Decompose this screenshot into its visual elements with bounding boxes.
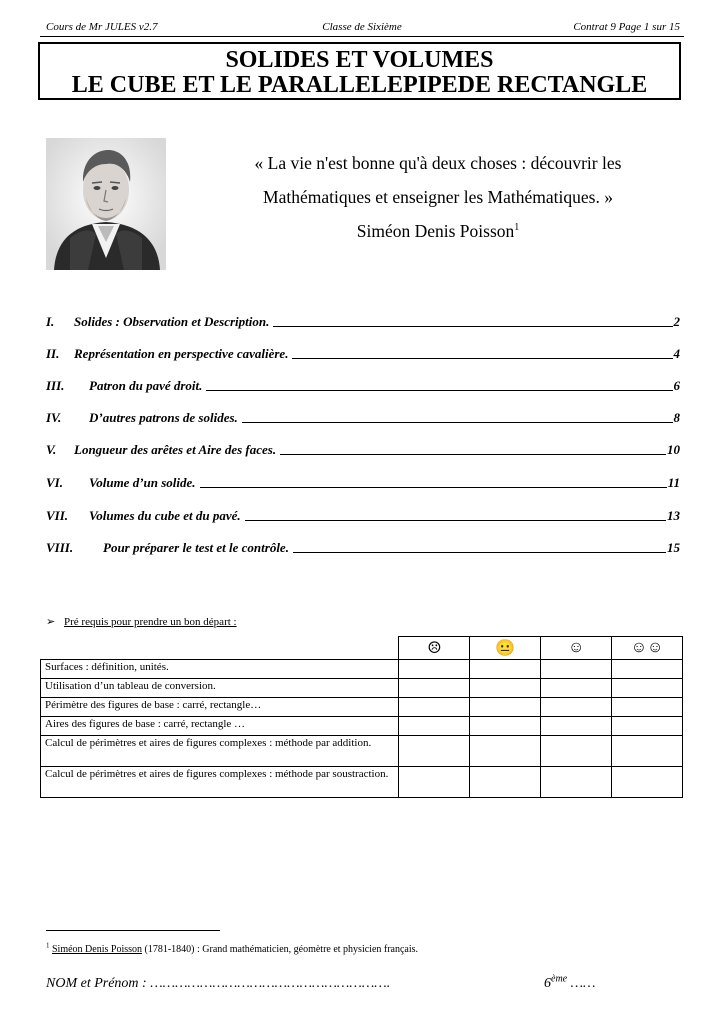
skill-label: Périmètre des figures de base : carré, rectangle… [41, 698, 399, 717]
skill-label: Calcul de périmètres et aires de figures complexes : méthode par soustraction. [41, 767, 399, 798]
rating-cell[interactable] [399, 736, 470, 767]
quote-line-2: Mathématiques et enseigner les Mathématiques. » [263, 187, 613, 207]
toc-page: 8 [673, 410, 680, 425]
title-line-1: SOLIDES ET VOLUMES [225, 47, 494, 73]
table-row [41, 717, 683, 736]
toc-number: IV. [46, 410, 62, 425]
class-grade: 6 [544, 976, 551, 991]
toc-title: Volume d’un solide. [89, 475, 196, 490]
footnote [46, 941, 419, 955]
toc-leader [293, 552, 666, 553]
rating-cell[interactable] [612, 717, 683, 736]
toc-number: V. [46, 442, 57, 457]
rating-cell[interactable] [612, 698, 683, 717]
toc-title: D’autres patrons de solides. [89, 410, 238, 425]
rating-cell[interactable] [541, 736, 612, 767]
footnote-number: 1 [46, 941, 50, 950]
toc-page: 15 [667, 540, 680, 555]
rating-cell[interactable] [399, 698, 470, 717]
header-rule [40, 36, 684, 37]
toc-row[interactable] [46, 376, 680, 394]
toc-leader [242, 422, 673, 423]
toc-row[interactable] [46, 538, 680, 556]
skill-label: Calcul de périmètres et aires de figures complexes : méthode par addition. [41, 736, 399, 767]
toc-number: VII. [46, 508, 69, 523]
rating-cell[interactable] [541, 698, 612, 717]
toc-row[interactable] [46, 473, 680, 491]
rating-cell[interactable] [612, 767, 683, 798]
footnote-link[interactable]: Siméon Denis Poisson [52, 944, 143, 955]
toc-title: Pour préparer le test et le contrôle. [103, 540, 289, 555]
rating-cell[interactable] [612, 660, 683, 679]
header-page: Contrat 9 Page 1 sur 15 [573, 21, 680, 33]
toc-leader [292, 358, 672, 359]
toc-leader [273, 326, 672, 327]
neutral-face-icon: 😐 [470, 637, 541, 660]
toc-title: Patron du pavé droit. [89, 378, 203, 393]
sad-face-icon: ☹ [399, 637, 470, 660]
smile-face-icon: ☺ [541, 637, 612, 660]
table-row [41, 698, 683, 717]
poisson-portrait [46, 138, 166, 270]
toc-title: Solides : Observation et Description. [74, 314, 270, 329]
prereq-heading [46, 615, 237, 628]
rating-cell[interactable] [541, 717, 612, 736]
double-smile-icon: ☺☺ [612, 637, 683, 660]
toc-title: Volumes du cube et du pavé. [89, 508, 241, 523]
name-field-label: NOM et Prénom : …………………………………………………. [46, 976, 391, 991]
rating-cell[interactable] [470, 736, 541, 767]
quote-author [200, 221, 676, 242]
toc-row[interactable] [46, 312, 680, 330]
toc-number: VI. [46, 475, 63, 490]
toc-number: I. [46, 314, 55, 329]
toc-leader [206, 390, 672, 391]
rating-cell[interactable] [612, 679, 683, 698]
table-row [41, 660, 683, 679]
quote-line-1: « La vie n'est bonne qu'à deux choses : découvrir les [254, 153, 622, 173]
toc-leader [245, 520, 666, 521]
rating-cell[interactable] [612, 736, 683, 767]
class-field [544, 973, 596, 992]
skill-label: Utilisation d’un tableau de conversion. [41, 679, 399, 698]
quote-author-name: Siméon Denis Poisson [356, 221, 515, 241]
rating-cell[interactable] [470, 698, 541, 717]
header-class: Classe de Sixième [322, 21, 402, 33]
title-box [38, 42, 681, 100]
toc-leader [280, 454, 666, 455]
header-course: Cours de Mr JULES v2.7 [46, 21, 158, 33]
rating-cell[interactable] [470, 767, 541, 798]
rating-cell[interactable] [399, 717, 470, 736]
toc-title: Longueur des arêtes et Aire des faces. [74, 442, 277, 457]
arrow-bullet-icon: ➢ [46, 616, 56, 628]
footnote-text: (1781-1840) : Grand mathématicien, géomètre et physicien français. [142, 944, 419, 955]
prereq-label: Pré requis pour prendre un bon départ : [64, 616, 237, 628]
toc-leader [200, 487, 667, 488]
rating-cell[interactable] [399, 767, 470, 798]
prereq-table [40, 636, 683, 798]
toc-title: Représentation en perspective cavalière. [74, 346, 289, 361]
rating-cell[interactable] [399, 679, 470, 698]
table-header-row [41, 637, 683, 660]
rating-cell[interactable] [470, 660, 541, 679]
rating-cell[interactable] [470, 717, 541, 736]
toc-page: 11 [667, 475, 680, 490]
rating-cell[interactable] [541, 660, 612, 679]
table-row [41, 767, 683, 798]
class-grade-suffix: ème [551, 973, 568, 985]
toc-page: 10 [667, 442, 680, 457]
toc-page: 2 [673, 314, 680, 329]
toc-page: 13 [667, 508, 680, 523]
footnote-ref: 1 [514, 222, 520, 234]
footnote-rule [46, 930, 220, 931]
toc-number: II. [46, 346, 60, 361]
toc-row[interactable] [46, 408, 680, 426]
table-row [41, 736, 683, 767]
toc-number: VIII. [46, 540, 74, 555]
title-line-2: LE CUBE ET LE PARALLELEPIPEDE RECTANGLE [71, 72, 648, 98]
toc-row[interactable] [46, 440, 680, 458]
skill-label: Surfaces : définition, unités. [41, 660, 399, 679]
toc-page: 6 [673, 378, 680, 393]
rating-cell[interactable] [399, 660, 470, 679]
rating-cell[interactable] [541, 767, 612, 798]
table-corner [41, 637, 399, 660]
toc-row[interactable] [46, 506, 680, 524]
toc-row[interactable] [46, 344, 680, 362]
class-blank: …… [567, 976, 596, 991]
toc-page: 4 [673, 346, 680, 361]
toc-number: III. [46, 378, 65, 393]
skill-label: Aires des figures de base : carré, rectangle … [41, 717, 399, 736]
rating-cell[interactable] [541, 679, 612, 698]
table-row [41, 679, 683, 698]
rating-cell[interactable] [470, 679, 541, 698]
